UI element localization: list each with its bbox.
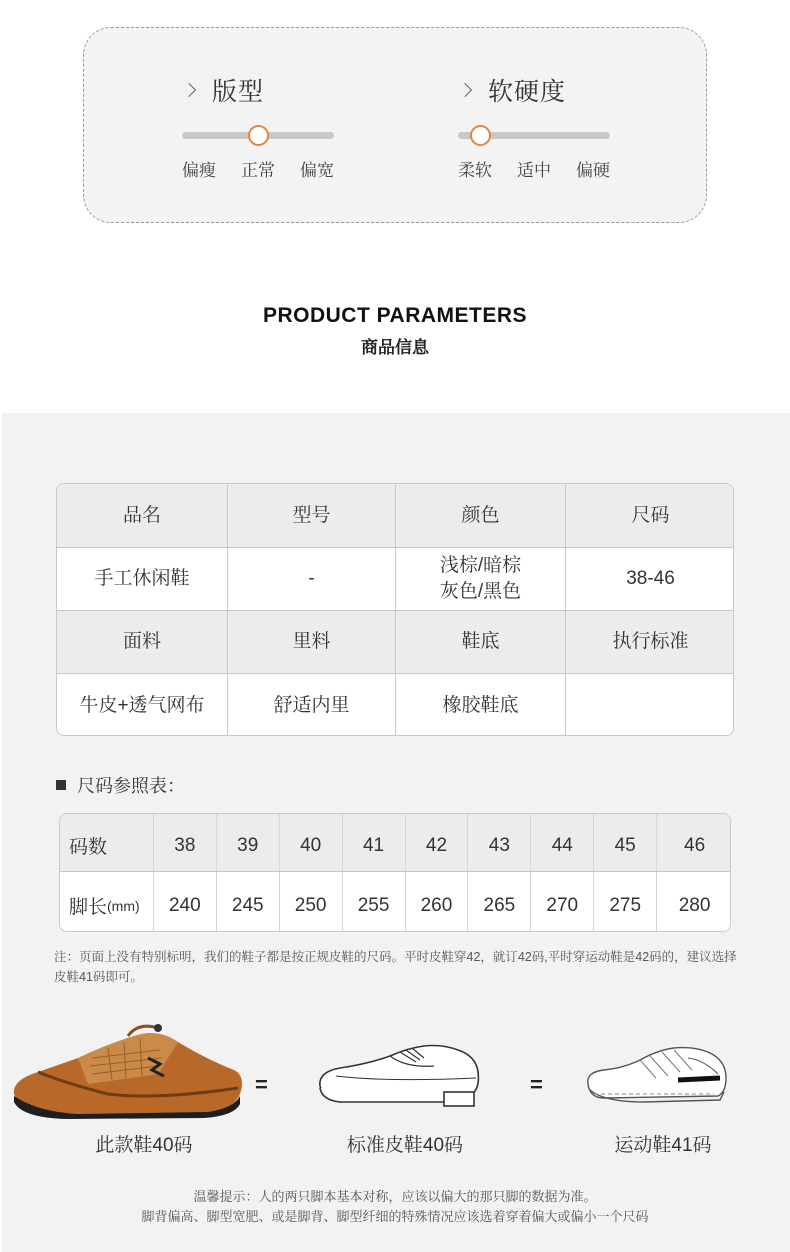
- length-cell: 245: [216, 872, 279, 932]
- comparison-label-sneaker: 运动鞋41码: [614, 1135, 712, 1156]
- size-cell: 46: [656, 814, 731, 871]
- table-row: [57, 547, 734, 610]
- param-header: 执行标准: [565, 611, 734, 673]
- param-value: 舒适内里: [227, 674, 395, 736]
- length-cell: 280: [656, 872, 731, 932]
- param-value: 橡胶鞋底: [395, 674, 565, 736]
- length-cell: 260: [405, 872, 468, 932]
- table-row: [57, 484, 734, 547]
- params-table: [56, 483, 734, 736]
- shape-label-thin: 偏瘦: [182, 161, 216, 180]
- shape-meter: [182, 28, 382, 224]
- length-cell: 270: [530, 872, 593, 932]
- shape-label-normal: 正常: [241, 161, 275, 180]
- size-cell: 45: [593, 814, 656, 871]
- shape-title: 版型: [212, 78, 265, 106]
- chevron-right-icon: [182, 83, 196, 97]
- equals-sign: =: [255, 1072, 268, 1097]
- size-cell: 43: [467, 814, 530, 871]
- size-chart-heading: [56, 772, 185, 798]
- size-cell: 40: [279, 814, 342, 871]
- length-cell: 275: [593, 872, 656, 932]
- square-bullet-icon: [56, 780, 66, 790]
- length-cell: 250: [279, 872, 342, 932]
- softness-title: 软硬度: [488, 78, 567, 106]
- size-cell: 41: [342, 814, 405, 871]
- length-cell: 240: [153, 872, 216, 932]
- softness-label-hard: 偏硬: [576, 161, 610, 180]
- param-header: 里料: [227, 611, 395, 673]
- softness-label-medium: 适中: [517, 161, 551, 180]
- param-value: 浅棕/暗棕 灰色/黑色: [395, 548, 565, 610]
- param-header: 品名: [122, 504, 161, 526]
- table-row: [57, 610, 734, 673]
- size-cell: 38: [153, 814, 216, 871]
- size-chart-title: 尺码参照表：: [77, 776, 185, 796]
- size-row-label: 码数: [69, 837, 108, 858]
- foot-length-row-label: [60, 872, 153, 932]
- casual-shoe-photo: [8, 1014, 246, 1120]
- section-title: PRODUCT PARAMETERS: [262, 304, 528, 327]
- param-value: 手工休闲鞋: [94, 568, 190, 590]
- length-cell: 255: [342, 872, 405, 932]
- foot-length-label: 脚长: [69, 897, 108, 918]
- param-header: 面料: [122, 631, 161, 653]
- softness-knob: [470, 125, 491, 146]
- size-cell: 39: [216, 814, 279, 871]
- chevron-right-icon: [458, 83, 472, 97]
- param-header: 尺码: [565, 484, 734, 547]
- table-row: [60, 814, 731, 872]
- shape-knob: [248, 125, 269, 146]
- shape-label-wide: 偏宽: [300, 161, 334, 180]
- fit-card: [83, 27, 707, 223]
- sneaker-icon: [584, 1044, 730, 1108]
- size-cell: 44: [530, 814, 593, 871]
- foot-length-unit: (mm): [107, 897, 140, 914]
- tip-line-1: 温馨提示：人的两只脚本基本对称，应该以偏大的那只脚的数据为准。: [193, 1189, 597, 1204]
- comparison-label-leather: 标准皮鞋40码: [346, 1135, 464, 1156]
- tip-line-2: 脚背偏高、脚型宽肥、或是脚背、脚型纤细的特殊情况应该选着穿着偏大或偏小一个尺码: [141, 1209, 649, 1224]
- param-value: [565, 674, 734, 736]
- param-value: -: [227, 548, 395, 610]
- length-cell: 265: [467, 872, 530, 932]
- softness-meter: [458, 28, 658, 224]
- param-value: 38-46: [565, 548, 734, 610]
- comparison-label-product: 此款鞋40码: [95, 1135, 193, 1156]
- size-table: [59, 813, 731, 932]
- equals-sign: =: [530, 1072, 543, 1097]
- param-value: 牛皮+透气网布: [79, 694, 205, 716]
- size-cell: 42: [405, 814, 468, 871]
- param-header: 鞋底: [395, 611, 565, 673]
- param-header: 颜色: [395, 484, 565, 547]
- table-row: [60, 872, 731, 932]
- section-subtitle: 商品信息: [361, 338, 429, 357]
- table-row: [57, 673, 734, 736]
- softness-label-soft: 柔软: [458, 161, 492, 180]
- param-header: 型号: [227, 484, 395, 547]
- size-note: 注：页面上没有特别标明，我们的鞋子都是按正规皮鞋的尺码。平时皮鞋穿42，就订42码,平时穿运动鞋是42码的，建议选择皮鞋41码即可。: [54, 950, 737, 984]
- leather-shoe-icon: [316, 1042, 484, 1108]
